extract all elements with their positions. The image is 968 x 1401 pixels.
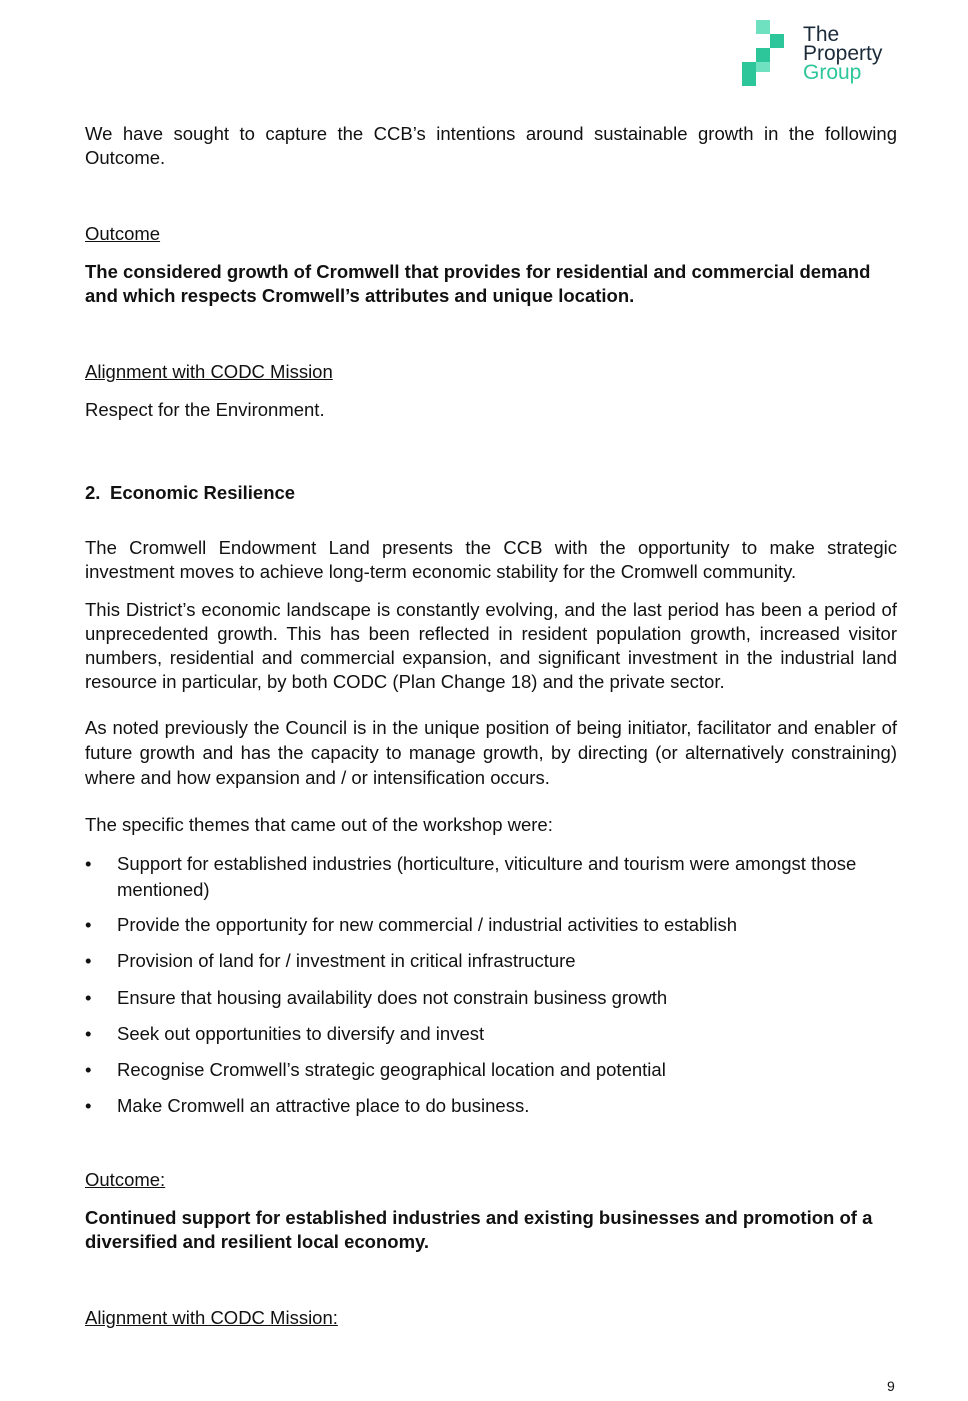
- bullet-icon: •: [85, 987, 92, 1008]
- page-number: 9: [887, 1378, 895, 1394]
- list-item-text: Seek out opportunities to diversify and invest: [117, 1023, 485, 1044]
- list-item-text: Provide the opportunity for new commercial / industrial activities to establish: [117, 914, 738, 935]
- bullet-icon: •: [85, 914, 92, 935]
- list-item-text: Support for established industries (horticulture, viticulture and tourism were amongst those mentioned): [117, 853, 857, 900]
- alignment-1-label: Alignment with CODC Mission: [85, 361, 333, 382]
- alignment-1-text: Respect for the Environment.: [85, 399, 325, 420]
- paragraph-4: The specific themes that came out of the workshop were:: [85, 814, 553, 835]
- list-item-text: Recognise Cromwell’s strategic geographical location and potential: [117, 1059, 666, 1080]
- logo-text: [803, 25, 882, 82]
- alignment-2-label: Alignment with CODC Mission:: [85, 1307, 338, 1328]
- bullet-icon: •: [85, 853, 92, 874]
- logo-line-3: Group: [803, 61, 862, 84]
- list-item-text: Provision of land for / investment in critical infrastructure: [117, 950, 576, 971]
- outcome-2-text: Continued support for established industries and existing businesses and promotion of a diversified and resilient local economy.: [85, 1207, 873, 1252]
- paragraph-2: This District’s economic landscape is constantly evolving, and the last period has been a period of unprecedented growth. This has been reflected in resident population growth, increased visitor numbers, residential and commercial expansion, and significant investment in the industrial land resource in particular, by both CODC (Plan Change 18) and the private sector.: [85, 599, 897, 692]
- section-heading: [85, 481, 295, 505]
- outcome-2-label: Outcome:: [85, 1169, 166, 1190]
- logo-line-2: Property: [803, 42, 883, 65]
- bullet-icon: •: [85, 1023, 92, 1044]
- list-item-text: Ensure that housing availability does not constrain business growth: [117, 987, 668, 1008]
- paragraph-1: The Cromwell Endowment Land presents the CCB with the opportunity to make strategic investment moves to achieve long-term economic stability for the Cromwell community.: [85, 537, 897, 582]
- section-number: 2.: [85, 482, 101, 503]
- logo-line-1: The: [803, 23, 840, 46]
- bullet-icon: •: [85, 1095, 92, 1116]
- bullet-icon: •: [85, 950, 92, 971]
- bullet-icon: •: [85, 1059, 92, 1080]
- paragraph-3: As noted previously the Council is in the unique position of being initiator, facilitator and enabler of future growth and has the capacity to manage growth, by directing (or alternatively constraining) where and how expansion and / or intensification occurs.: [85, 717, 897, 788]
- intro-paragraph: We have sought to capture the CCB’s intentions around sustainable growth in the following Outcome.: [85, 123, 897, 168]
- logo-mark-icon: [740, 18, 800, 88]
- list-item-text: Make Cromwell an attractive place to do business.: [117, 1095, 530, 1116]
- outcome-1-text: The considered growth of Cromwell that provides for residential and commercial demand and which respects Cromwell’s attributes and unique location.: [85, 261, 871, 306]
- section-title: Economic Resilience: [110, 482, 296, 503]
- outcome-1-label: Outcome: [85, 223, 161, 244]
- the-property-group-logo: [740, 18, 910, 88]
